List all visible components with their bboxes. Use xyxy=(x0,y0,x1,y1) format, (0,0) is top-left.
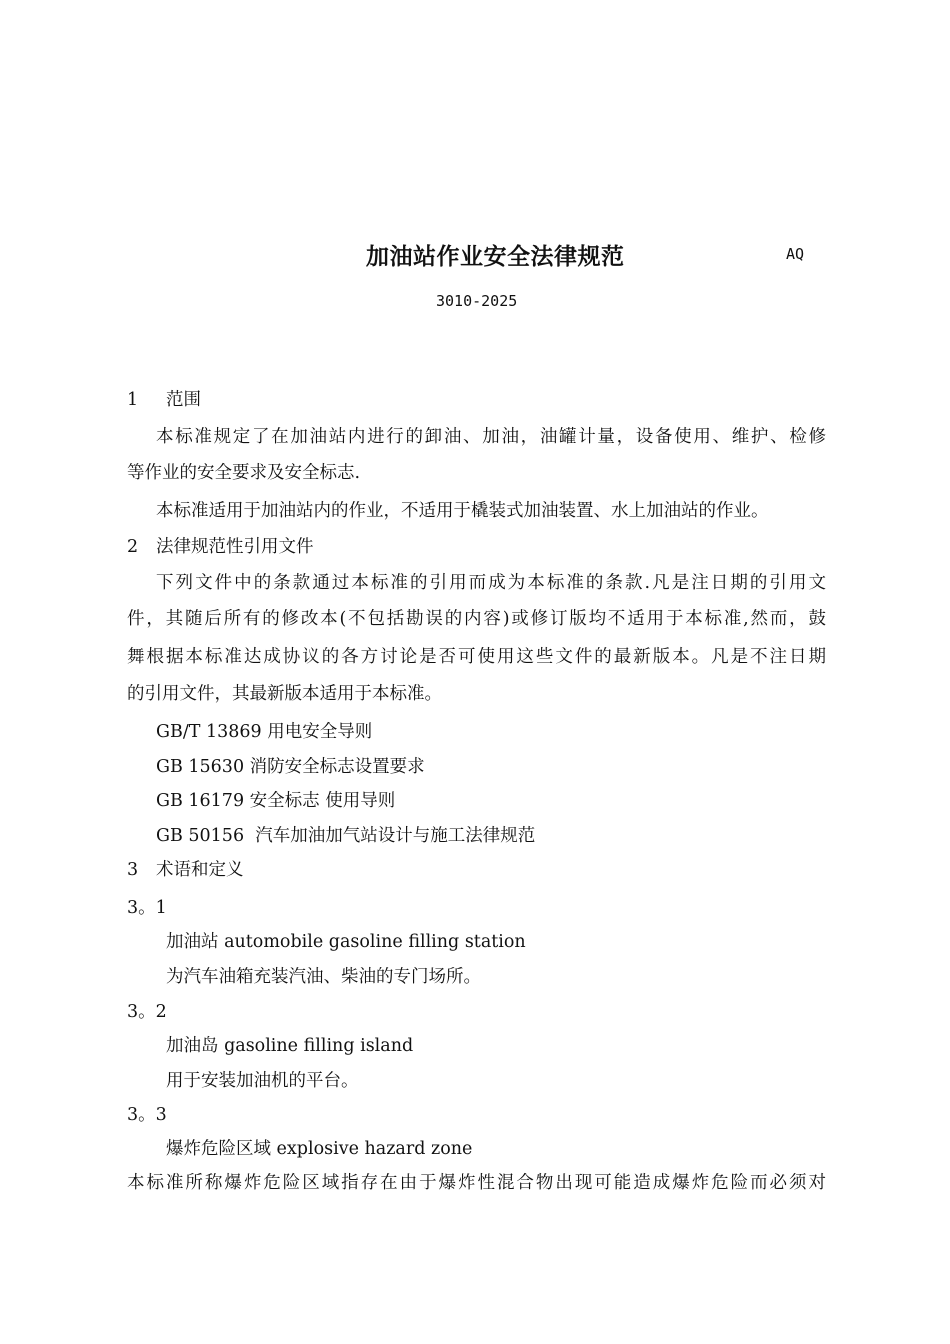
term-2-number: 3。2 xyxy=(127,1002,167,1022)
standard-code-number: 3010-2025 xyxy=(436,292,518,310)
reference-item: GB 15630 消防安全标志设置要求 xyxy=(156,757,425,777)
section-2-paragraph-line-4: 的引用文件，其最新版本适用于本标准。 xyxy=(127,684,442,704)
reference-item: GB 16179 安全标志 使用导则 xyxy=(156,791,396,811)
section-2-paragraph-line-3: 舞根据本标准达成协议的各方讨论是否可使用这些文件的最新版本。凡是不注日期 xyxy=(127,647,826,667)
term-1-name: 加油站 automobile gasoline filling station xyxy=(166,932,526,952)
section-3-number: 3 xyxy=(127,860,139,880)
section-2-number: 2 xyxy=(127,537,139,557)
section-1-paragraph-2: 本标准适用于加油站内的作业，不适用于橇装式加油装置、水上加油站的作业。 xyxy=(156,501,769,521)
section-1-paragraph-1-line-2: 等作业的安全要求及安全标志. xyxy=(127,463,361,483)
term-2-definition: 用于安装加油机的平台。 xyxy=(166,1071,359,1091)
term-3-definition-line-1: 本标准所称爆炸危险区域指存在由于爆炸性混合物出现可能造成爆炸危险而必须对 xyxy=(127,1173,826,1193)
section-2-paragraph-line-1: 下列文件中的条款通过本标准的引用而成为本标准的条款.凡是注日期的引用文 xyxy=(156,573,826,593)
section-1-heading: 范围 xyxy=(166,390,201,410)
section-1-number: 1 xyxy=(127,390,139,410)
term-1-definition: 为汽车油箱充装汽油、柴油的专门场所。 xyxy=(166,967,481,987)
section-1-paragraph-1-line-1: 本标准规定了在加油站内进行的卸油、加油，油罐计量，设备使用、维护、检修 xyxy=(156,427,826,447)
standard-code-prefix: AQ xyxy=(786,245,805,263)
section-3-heading: 术语和定义 xyxy=(156,860,244,880)
reference-item: GB 50156 汽车加油加气站设计与施工法律规范 xyxy=(156,826,536,846)
term-3-name: 爆炸危险区域 explosive hazard zone xyxy=(166,1139,473,1159)
term-2-name: 加油岛 gasoline filling island xyxy=(166,1036,414,1056)
term-1-number: 3。1 xyxy=(127,898,167,918)
section-2-paragraph-line-2: 件，其随后所有的修改本(不包括勘误的内容)或修订版均不适用于本标准,然而，鼓 xyxy=(127,609,826,629)
document-title: 加油站作业安全法律规范 xyxy=(366,244,625,270)
term-3-number: 3。3 xyxy=(127,1105,167,1125)
section-2-heading: 法律规范性引用文件 xyxy=(156,537,314,557)
reference-item: GB/T 13869 用电安全导则 xyxy=(156,722,373,742)
